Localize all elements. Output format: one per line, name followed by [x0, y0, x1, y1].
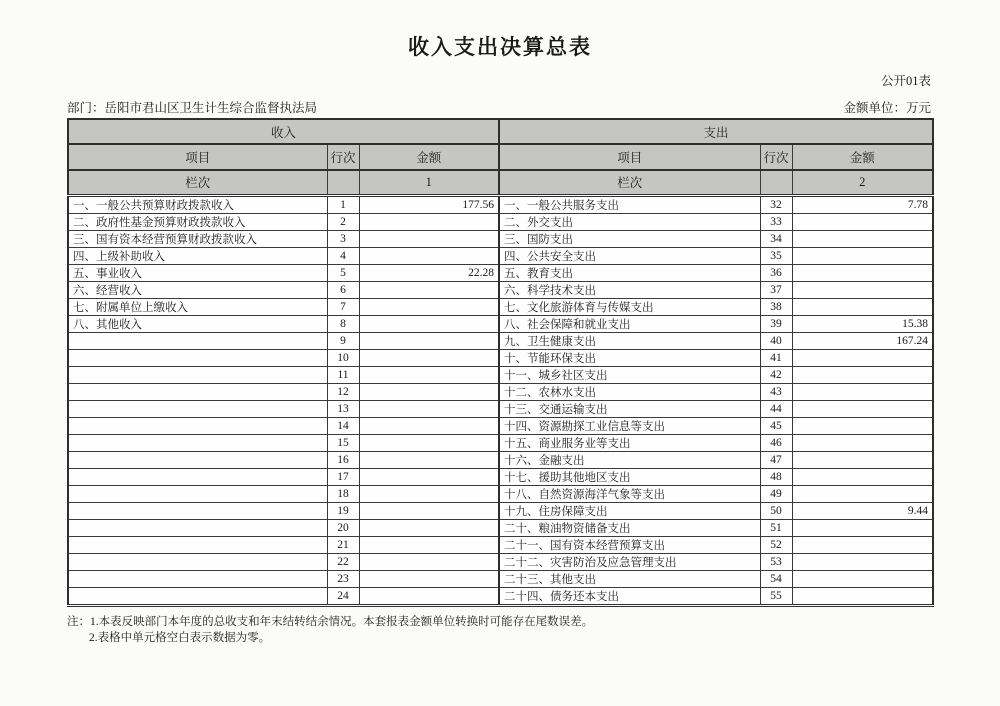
income-amount-cell — [359, 298, 499, 315]
expenditure-index-label: 栏次 — [499, 170, 760, 195]
table-row — [68, 366, 933, 383]
expenditure-item-cell: 十三、交通运输支出 — [499, 400, 760, 417]
expenditure-amount-cell: 9.44 — [792, 502, 933, 519]
table-row — [68, 332, 933, 349]
income-amount-cell — [359, 570, 499, 587]
income-item-cell — [68, 332, 327, 349]
income-index-line-spacer — [327, 170, 359, 195]
table-row — [68, 570, 933, 587]
income-item-cell — [68, 570, 327, 587]
income-line-cell: 10 — [327, 349, 359, 366]
table-row — [68, 502, 933, 519]
expenditure-item-cell: 十四、资源勘探工业信息等支出 — [499, 417, 760, 434]
income-line-cell: 5 — [327, 264, 359, 281]
income-item-cell — [68, 417, 327, 434]
expenditure-item-cell: 四、公共安全支出 — [499, 247, 760, 264]
expenditure-amount-cell — [792, 485, 933, 502]
expenditure-amount-cell — [792, 349, 933, 366]
table-row — [68, 349, 933, 366]
expenditure-line-cell: 49 — [760, 485, 792, 502]
expenditure-item-cell: 十二、农林水支出 — [499, 383, 760, 400]
income-amount-cell — [359, 502, 499, 519]
expenditure-item-cell: 一、一般公共服务支出 — [499, 195, 760, 213]
form-number-label: 公开01表 — [880, 74, 931, 88]
income-index-label: 栏次 — [68, 170, 327, 195]
page-title: 收入支出决算总表 — [408, 35, 592, 59]
income-line-cell: 17 — [327, 468, 359, 485]
expenditure-section-header: 支出 — [499, 119, 933, 144]
income-amount-cell — [359, 417, 499, 434]
expenditure-column-index: 2 — [792, 170, 933, 195]
income-line-cell: 22 — [327, 553, 359, 570]
expenditure-line-cell: 48 — [760, 468, 792, 485]
expenditure-amount-cell — [792, 298, 933, 315]
income-item-cell — [68, 366, 327, 383]
table-row — [68, 195, 933, 213]
expenditure-item-cell: 二十四、债务还本支出 — [499, 587, 760, 605]
footnote-1: 注：1.本表反映部门本年度的总收支和年末结转结余情况。本套报表金额单位转换时可能存在尾数误差。 — [67, 615, 594, 628]
department-label: 部门：岳阳市君山区卫生计生综合监督执法局 — [67, 101, 318, 115]
income-amount-cell — [359, 553, 499, 570]
expenditure-item-cell: 十七、援助其他地区支出 — [499, 468, 760, 485]
income-amount-cell — [359, 247, 499, 264]
expenditure-item-cell: 十五、商业服务业等支出 — [499, 434, 760, 451]
table-row — [68, 383, 933, 400]
meta-row — [67, 98, 931, 116]
income-line-cell: 16 — [327, 451, 359, 468]
expenditure-item-cell: 十九、住房保障支出 — [499, 502, 760, 519]
income-item-cell: 三、国有资本经营预算财政拨款收入 — [68, 230, 327, 247]
expenditure-item-cell: 十、节能环保支出 — [499, 349, 760, 366]
footnote-2: 2.表格中单元格空白表示数据为零。 — [89, 632, 271, 645]
table-row — [68, 264, 933, 281]
expenditure-amount-cell — [792, 383, 933, 400]
expenditure-amount-cell — [792, 451, 933, 468]
income-item-cell — [68, 519, 327, 536]
income-item-cell — [68, 400, 327, 417]
expenditure-item-header: 项目 — [499, 144, 760, 170]
income-line-cell: 7 — [327, 298, 359, 315]
income-item-cell: 八、其他收入 — [68, 315, 327, 332]
income-line-cell: 8 — [327, 315, 359, 332]
expenditure-line-cell: 45 — [760, 417, 792, 434]
income-item-cell — [68, 587, 327, 605]
expenditure-line-cell: 41 — [760, 349, 792, 366]
expenditure-item-cell: 二十一、国有资本经营预算支出 — [499, 536, 760, 553]
income-amount-cell — [359, 434, 499, 451]
income-amount-cell — [359, 213, 499, 230]
income-line-cell: 15 — [327, 434, 359, 451]
expenditure-item-cell: 九、卫生健康支出 — [499, 332, 760, 349]
income-amount-cell — [359, 536, 499, 553]
income-item-cell: 一、一般公共预算财政拨款收入 — [68, 195, 327, 213]
table-row — [68, 417, 933, 434]
income-line-cell: 23 — [327, 570, 359, 587]
income-amount-cell — [359, 383, 499, 400]
expenditure-amount-cell — [792, 468, 933, 485]
income-item-cell — [68, 451, 327, 468]
column-header-row — [68, 144, 933, 170]
income-item-cell — [68, 485, 327, 502]
income-amount-cell — [359, 230, 499, 247]
expenditure-line-cell: 42 — [760, 366, 792, 383]
expenditure-line-cell: 46 — [760, 434, 792, 451]
income-line-cell: 9 — [327, 332, 359, 349]
expenditure-amount-cell — [792, 417, 933, 434]
income-amount-cell — [359, 519, 499, 536]
column-index-row — [68, 170, 933, 195]
income-amount-cell — [359, 587, 499, 605]
expenditure-item-cell: 二十、粮油物资储备支出 — [499, 519, 760, 536]
income-item-cell — [68, 383, 327, 400]
income-amount-cell — [359, 485, 499, 502]
income-line-cell: 4 — [327, 247, 359, 264]
expenditure-amount-cell: 7.78 — [792, 195, 933, 213]
expenditure-item-cell: 五、教育支出 — [499, 264, 760, 281]
unit-label: 金额单位：万元 — [843, 101, 931, 115]
income-item-cell: 七、附属单位上缴收入 — [68, 298, 327, 315]
income-item-cell — [68, 536, 327, 553]
expenditure-amount-cell — [792, 434, 933, 451]
table-header — [68, 119, 933, 195]
table-row — [68, 485, 933, 502]
income-item-cell: 四、上级补助收入 — [68, 247, 327, 264]
table-row — [68, 247, 933, 264]
expenditure-item-cell: 二十二、灾害防治及应急管理支出 — [499, 553, 760, 570]
income-item-header: 项目 — [68, 144, 327, 170]
expenditure-item-cell: 二十三、其他支出 — [499, 570, 760, 587]
expenditure-line-cell: 36 — [760, 264, 792, 281]
expenditure-amount-header: 金额 — [792, 144, 933, 170]
expenditure-amount-cell — [792, 366, 933, 383]
income-amount-cell — [359, 451, 499, 468]
table-row — [68, 230, 933, 247]
income-amount-cell: 177.56 — [359, 195, 499, 213]
income-amount-cell — [359, 315, 499, 332]
expenditure-item-cell: 七、文化旅游体育与传媒支出 — [499, 298, 760, 315]
expenditure-amount-cell — [792, 519, 933, 536]
expenditure-amount-cell — [792, 553, 933, 570]
income-line-cell: 18 — [327, 485, 359, 502]
expenditure-line-cell: 52 — [760, 536, 792, 553]
income-line-cell: 20 — [327, 519, 359, 536]
table-row — [68, 536, 933, 553]
income-item-cell — [68, 434, 327, 451]
income-line-header: 行次 — [327, 144, 359, 170]
table-row — [68, 519, 933, 536]
expenditure-amount-cell: 15.38 — [792, 315, 933, 332]
income-item-cell — [68, 502, 327, 519]
income-item-cell: 五、事业收入 — [68, 264, 327, 281]
expenditure-line-cell: 35 — [760, 247, 792, 264]
section-header-row — [68, 119, 933, 144]
income-line-cell: 14 — [327, 417, 359, 434]
income-amount-cell — [359, 332, 499, 349]
income-line-cell: 1 — [327, 195, 359, 213]
expenditure-line-cell: 40 — [760, 332, 792, 349]
expenditure-line-cell: 54 — [760, 570, 792, 587]
expenditure-item-cell: 六、科学技术支出 — [499, 281, 760, 298]
expenditure-item-cell: 八、社会保障和就业支出 — [499, 315, 760, 332]
expenditure-item-cell: 十六、金融支出 — [499, 451, 760, 468]
expenditure-line-cell: 33 — [760, 213, 792, 230]
expenditure-amount-cell — [792, 536, 933, 553]
expenditure-amount-cell — [792, 570, 933, 587]
table-row — [68, 298, 933, 315]
expenditure-line-cell: 43 — [760, 383, 792, 400]
expenditure-amount-cell — [792, 281, 933, 298]
income-line-cell: 2 — [327, 213, 359, 230]
income-line-cell: 13 — [327, 400, 359, 417]
income-amount-header: 金额 — [359, 144, 499, 170]
expenditure-item-cell: 二、外交支出 — [499, 213, 760, 230]
income-section-header: 收入 — [68, 119, 499, 144]
income-item-cell: 二、政府性基金预算财政拨款收入 — [68, 213, 327, 230]
expenditure-line-cell: 53 — [760, 553, 792, 570]
income-amount-cell — [359, 281, 499, 298]
expenditure-item-cell: 三、国防支出 — [499, 230, 760, 247]
table-row — [68, 315, 933, 332]
expenditure-line-cell: 32 — [760, 195, 792, 213]
expenditure-item-cell: 十一、城乡社区支出 — [499, 366, 760, 383]
expenditure-amount-cell — [792, 230, 933, 247]
income-line-cell: 12 — [327, 383, 359, 400]
income-amount-cell — [359, 349, 499, 366]
expenditure-index-line-spacer — [760, 170, 792, 195]
table-row — [68, 451, 933, 468]
income-line-cell: 19 — [327, 502, 359, 519]
table-row — [68, 400, 933, 417]
expenditure-amount-cell — [792, 247, 933, 264]
expenditure-amount-cell: 167.24 — [792, 332, 933, 349]
budget-table — [67, 118, 934, 607]
expenditure-line-cell: 39 — [760, 315, 792, 332]
income-line-cell: 21 — [327, 536, 359, 553]
table-row — [68, 553, 933, 570]
table-row — [68, 281, 933, 298]
income-column-index: 1 — [359, 170, 499, 195]
income-amount-cell — [359, 400, 499, 417]
expenditure-line-cell: 51 — [760, 519, 792, 536]
income-amount-cell — [359, 366, 499, 383]
expenditure-line-cell: 55 — [760, 587, 792, 605]
expenditure-line-cell: 50 — [760, 502, 792, 519]
income-amount-cell — [359, 468, 499, 485]
income-item-cell: 六、经营收入 — [68, 281, 327, 298]
expenditure-line-cell: 34 — [760, 230, 792, 247]
table-body — [68, 195, 933, 605]
table-row — [68, 434, 933, 451]
expenditure-item-cell: 十八、自然资源海洋气象等支出 — [499, 485, 760, 502]
expenditure-amount-cell — [792, 264, 933, 281]
income-item-cell — [68, 468, 327, 485]
footnotes — [67, 614, 1000, 647]
income-line-cell: 3 — [327, 230, 359, 247]
expenditure-line-cell: 38 — [760, 298, 792, 315]
expenditure-line-cell: 44 — [760, 400, 792, 417]
table-row — [68, 468, 933, 485]
income-item-cell — [68, 553, 327, 570]
income-line-cell: 11 — [327, 366, 359, 383]
income-line-cell: 6 — [327, 281, 359, 298]
income-amount-cell: 22.28 — [359, 264, 499, 281]
expenditure-line-cell: 37 — [760, 281, 792, 298]
expenditure-amount-cell — [792, 400, 933, 417]
table-row — [68, 587, 933, 605]
income-line-cell: 24 — [327, 587, 359, 605]
income-item-cell — [68, 349, 327, 366]
expenditure-line-cell: 47 — [760, 451, 792, 468]
expenditure-amount-cell — [792, 213, 933, 230]
expenditure-line-header: 行次 — [760, 144, 792, 170]
expenditure-amount-cell — [792, 587, 933, 605]
table-row — [68, 213, 933, 230]
